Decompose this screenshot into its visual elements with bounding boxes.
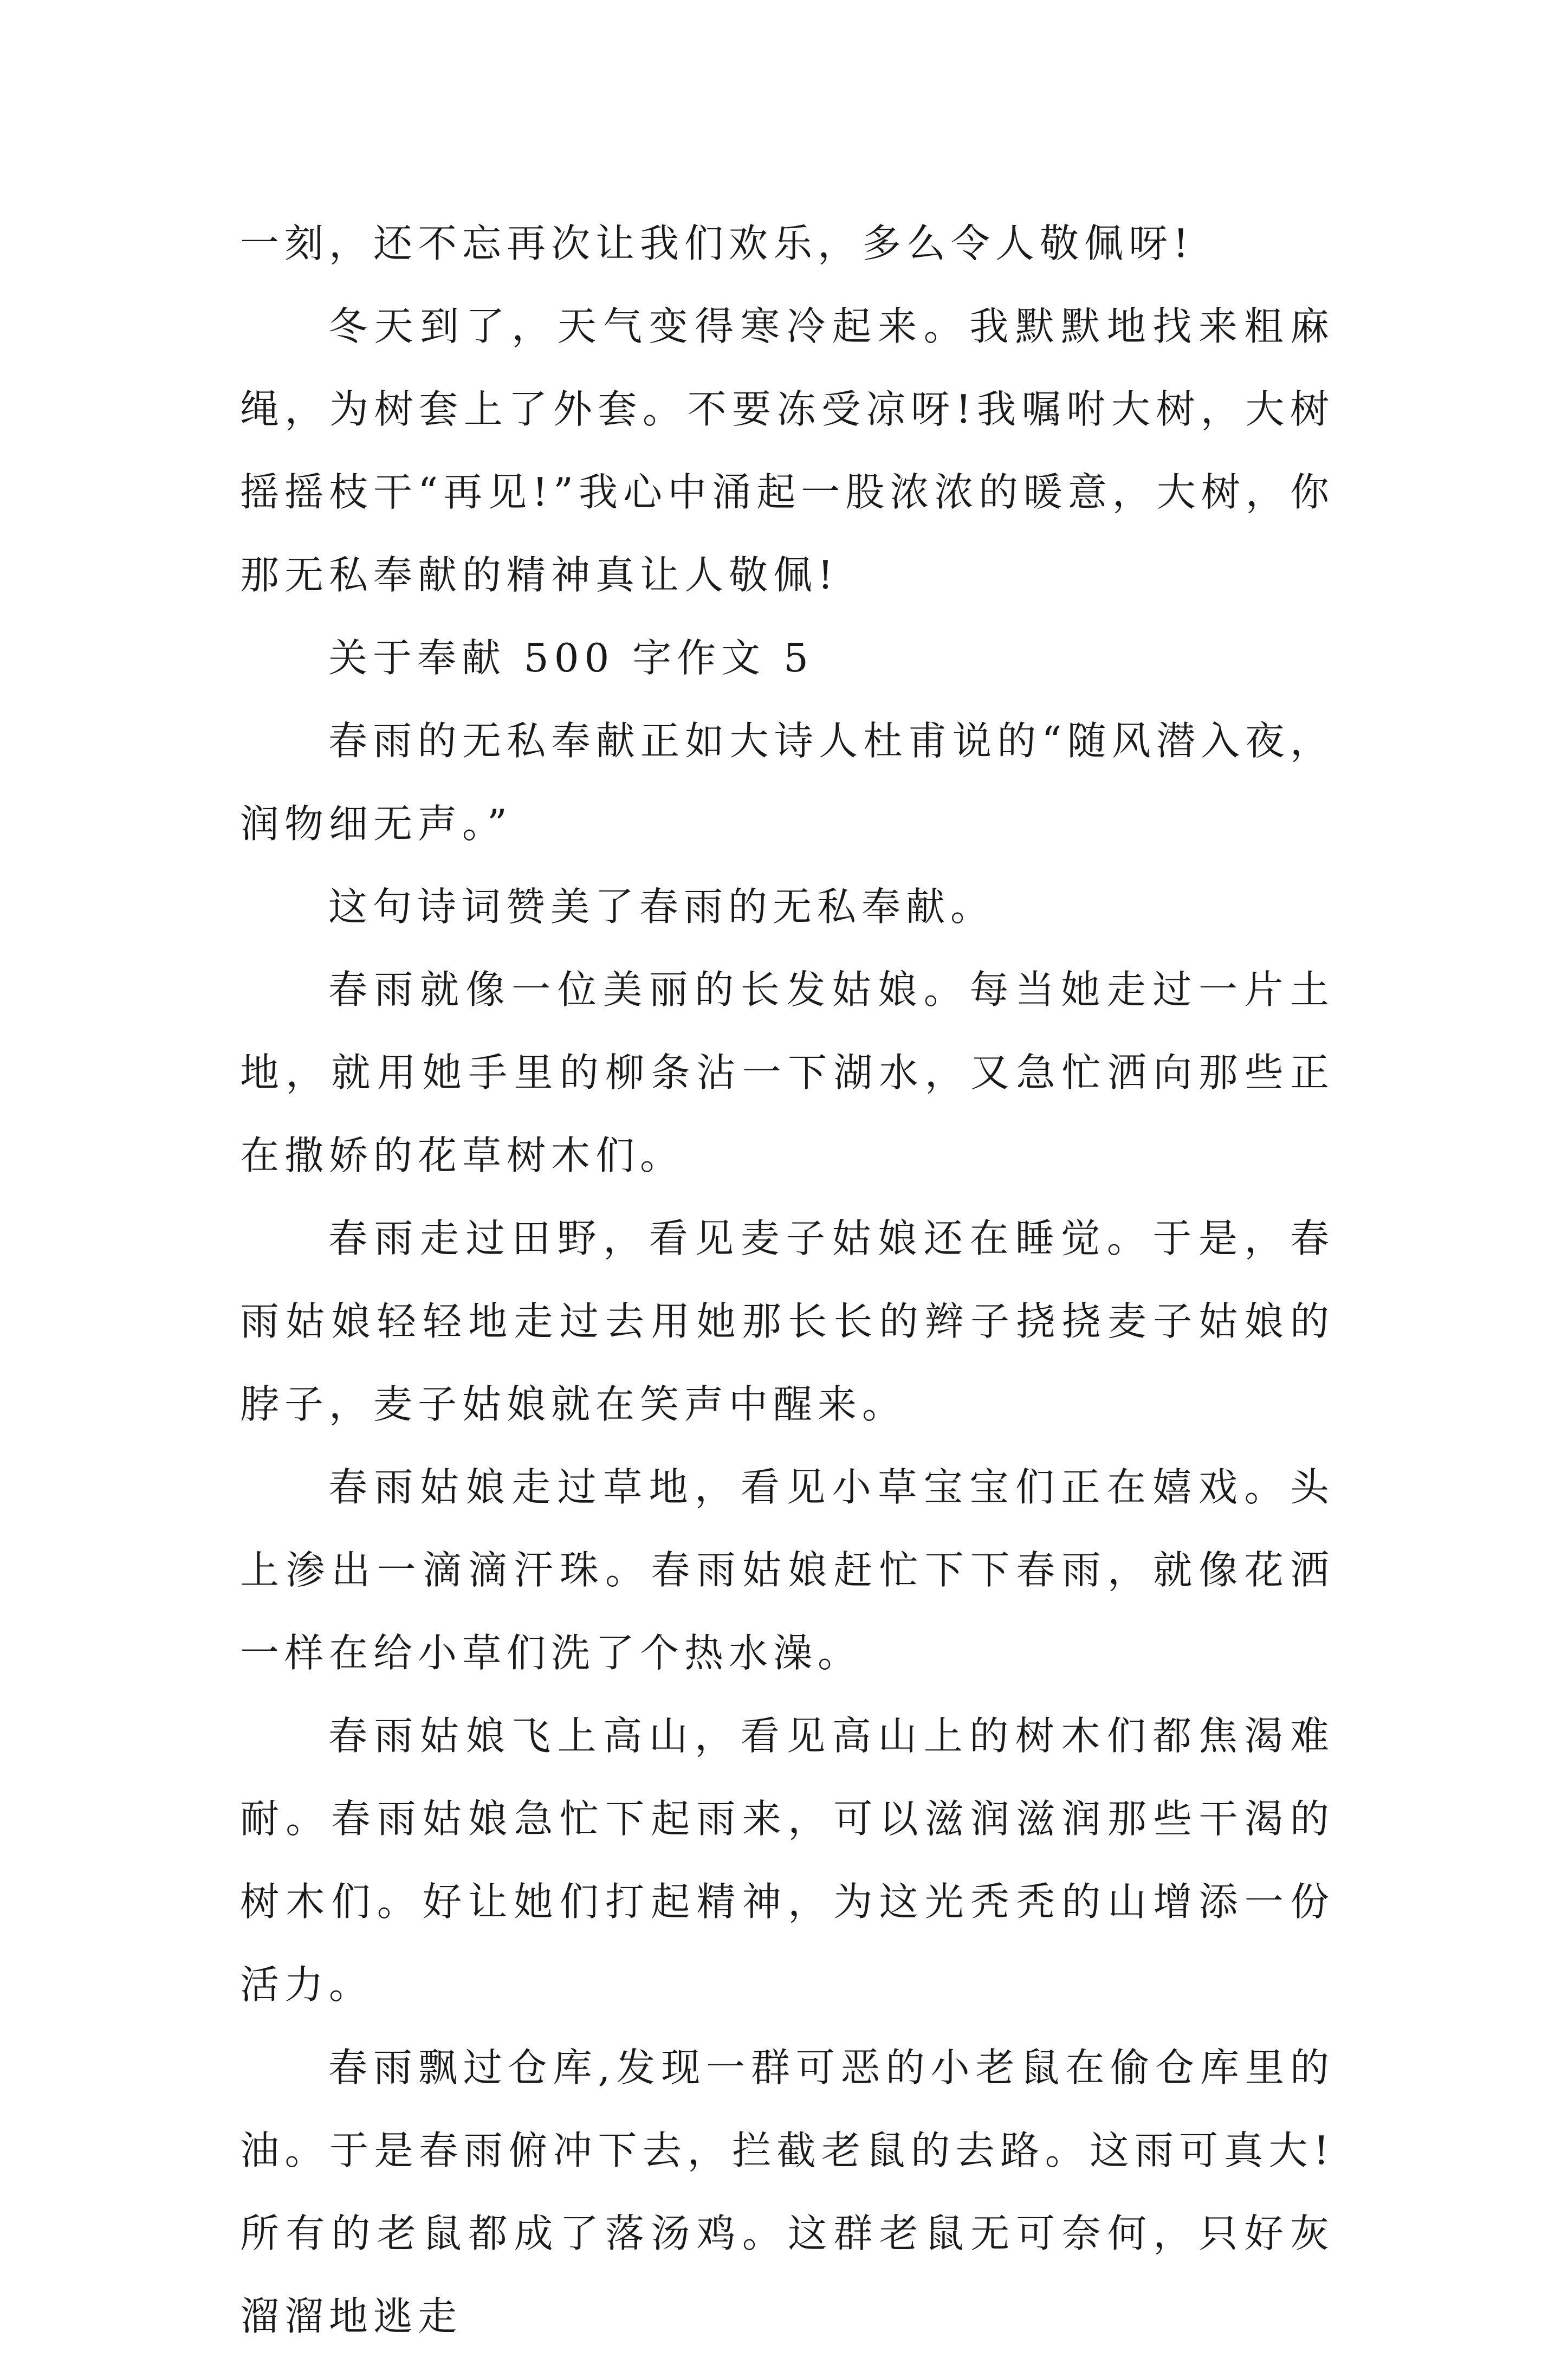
paragraph: 春雨就像一位美丽的长发姑娘。每当她走过一片土地，就用她手里的柳条沾一下湖水，又急忙洒向那些正在撒娇的花草树木们。 [240,967,1334,1178]
paragraph: 这句诗词赞美了春雨的无私奉献。 [328,884,995,929]
paragraph: 一刻，还不忘再次让我们欢乐，多么令人敬佩呀! [240,221,1194,266]
section-heading: 关于奉献 500 字作文 5 [328,635,814,681]
paragraph: 冬天到了，天气变得寒冷起来。我默默地找来粗麻绳，为树套上了外套。不要冻受凉呀!我嘱咐大树，大树摇摇枝干“再见!”我心中涌起一股浓浓的暖意，大树，你那无私奉献的精神真让人敬佩! [240,303,1334,598]
paragraph: 春雨走过田野，看见麦子姑娘还在睡觉。于是，春雨姑娘轻轻地走过去用她那长长的辫子挠挠麦子姑娘的脖子，麦子姑娘就在笑声中醒来。 [240,1216,1334,1427]
paragraph: 春雨的无私奉献正如大诗人杜甫说的“随风潜入夜，润物细无声。” [240,718,1334,847]
document-body [240,202,1334,2358]
paragraph: 春雨飘过仓库,发现一群可恶的小老鼠在偷仓库里的油。于是春雨俯冲下去，拦截老鼠的去路。这雨可真大!所有的老鼠都成了落汤鸡。这群老鼠无可奈何，只好灰溜溜地逃走 [240,2045,1334,2339]
paragraph: 春雨姑娘飞上高山，看见高山上的树木们都焦渴难耐。春雨姑娘急忙下起雨来，可以滋润滋润那些干渴的树木们。好让她们打起精神，为这光秃秃的山增添一份活力。 [240,1713,1334,2007]
paragraph: 春雨姑娘走过草地，看见小草宝宝们正在嬉戏。头上渗出一滴滴汗珠。春雨姑娘赶忙下下春雨，就像花洒一样在给小草们洗了个热水澡。 [240,1464,1334,1676]
